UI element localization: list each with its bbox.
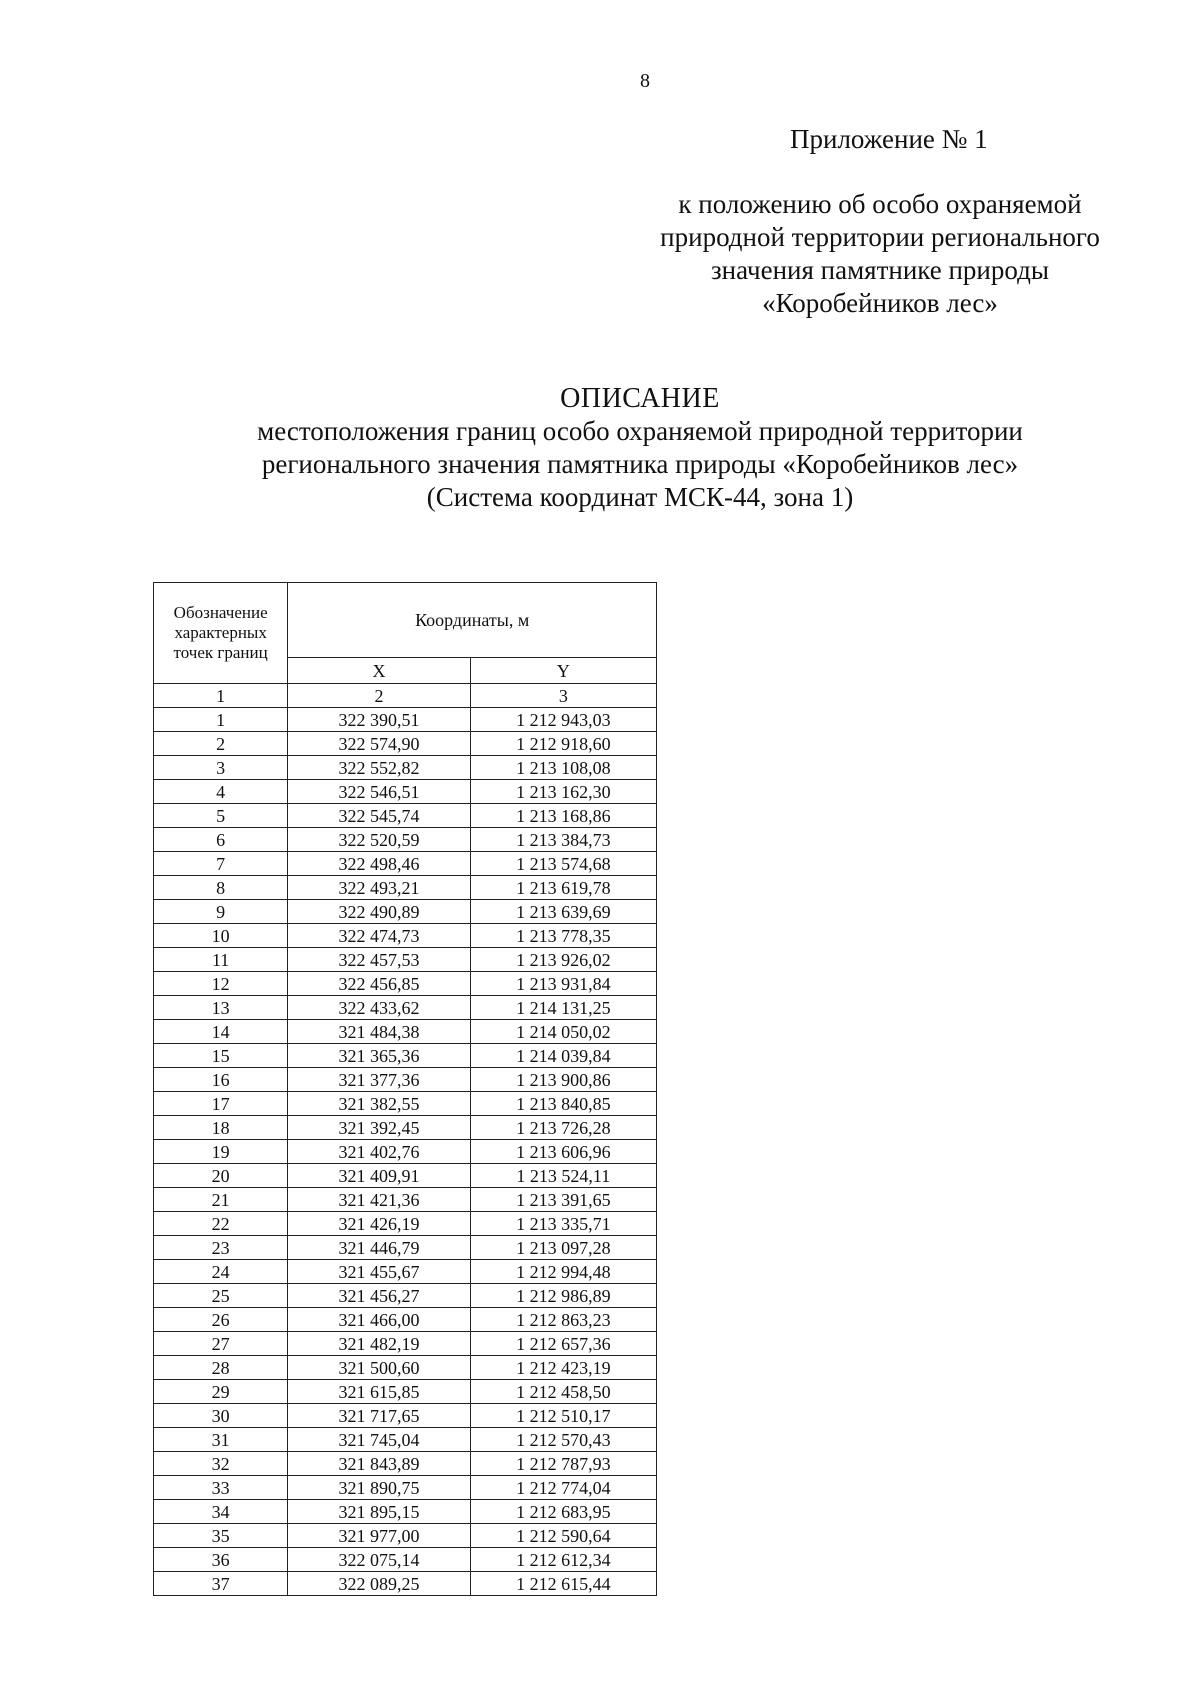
table-row	[154, 972, 657, 996]
coordinate-x: 322 545,74	[288, 804, 470, 828]
coordinate-y: 1 212 994,48	[470, 1260, 656, 1284]
coordinate-y: 1 212 683,95	[470, 1500, 656, 1524]
table-row	[154, 900, 657, 924]
coordinate-y: 1 214 131,25	[470, 996, 656, 1020]
document-heading	[170, 382, 1110, 514]
table-row	[154, 804, 657, 828]
coordinate-y: 1 212 986,89	[470, 1284, 656, 1308]
coordinate-x: 322 574,90	[288, 732, 470, 756]
table-row	[154, 1428, 657, 1452]
coordinate-y: 1 213 168,86	[470, 804, 656, 828]
appendix-subtitle-line: «Коробейников лес»	[762, 288, 998, 318]
coordinate-x: 321 455,67	[288, 1260, 470, 1284]
table-row	[154, 1236, 657, 1260]
coordinate-y: 1 214 050,02	[470, 1020, 656, 1044]
table-row	[154, 732, 657, 756]
table-row	[154, 1380, 657, 1404]
point-number: 20	[154, 1164, 288, 1188]
header-coordinates: Координаты, м	[288, 583, 657, 658]
coordinate-x: 322 456,85	[288, 972, 470, 996]
table-row	[154, 1260, 657, 1284]
table-row	[154, 1044, 657, 1068]
point-number: 31	[154, 1428, 288, 1452]
point-number: 33	[154, 1476, 288, 1500]
document-heading-line: (Система координат МСК-44, зона 1)	[426, 482, 854, 512]
coordinate-y: 1 212 590,64	[470, 1524, 656, 1548]
coordinate-y: 1 213 162,30	[470, 780, 656, 804]
table-row	[154, 756, 657, 780]
point-number: 12	[154, 972, 288, 996]
coordinate-x: 321 977,00	[288, 1524, 470, 1548]
point-number: 13	[154, 996, 288, 1020]
coordinate-y: 1 213 097,28	[470, 1236, 656, 1260]
point-number: 32	[154, 1452, 288, 1476]
appendix-subtitle-line: значения памятнике природы	[711, 255, 1049, 285]
coordinate-x: 321 717,65	[288, 1404, 470, 1428]
table-row	[154, 1164, 657, 1188]
coordinate-y: 1 213 639,69	[470, 900, 656, 924]
table-row	[154, 1140, 657, 1164]
coordinate-x: 321 615,85	[288, 1380, 470, 1404]
point-number: 22	[154, 1212, 288, 1236]
coordinate-x: 322 457,53	[288, 948, 470, 972]
table-row	[154, 708, 657, 732]
coordinate-x: 322 493,21	[288, 876, 470, 900]
point-number: 7	[154, 852, 288, 876]
coordinate-y: 1 213 606,96	[470, 1140, 656, 1164]
coordinate-y: 1 212 570,43	[470, 1428, 656, 1452]
point-number: 10	[154, 924, 288, 948]
table-row	[154, 1188, 657, 1212]
coordinate-x: 322 089,25	[288, 1572, 470, 1596]
coordinate-y: 1 213 931,84	[470, 972, 656, 996]
coordinate-y: 1 212 510,17	[470, 1404, 656, 1428]
coordinate-y: 1 212 918,60	[470, 732, 656, 756]
table-row	[154, 1356, 657, 1380]
coordinate-x: 322 552,82	[288, 756, 470, 780]
coordinate-x: 321 392,45	[288, 1116, 470, 1140]
coordinate-y: 1 213 391,65	[470, 1188, 656, 1212]
coordinate-y: 1 213 384,73	[470, 828, 656, 852]
coordinate-x: 321 745,04	[288, 1428, 470, 1452]
point-number: 11	[154, 948, 288, 972]
appendix-subtitle-line: природной территории регионального	[660, 222, 1100, 252]
coordinate-x: 322 520,59	[288, 828, 470, 852]
point-number: 29	[154, 1380, 288, 1404]
coordinate-x: 321 402,76	[288, 1140, 470, 1164]
table-row	[154, 1308, 657, 1332]
coordinate-x: 321 895,15	[288, 1500, 470, 1524]
column-number-2: 2	[288, 684, 470, 708]
table-row	[154, 1092, 657, 1116]
point-number: 36	[154, 1548, 288, 1572]
coordinate-x: 321 365,36	[288, 1044, 470, 1068]
point-number: 16	[154, 1068, 288, 1092]
point-number: 30	[154, 1404, 288, 1428]
coordinate-y: 1 212 787,93	[470, 1452, 656, 1476]
point-number: 9	[154, 900, 288, 924]
point-number: 34	[154, 1500, 288, 1524]
coordinate-x: 322 390,51	[288, 708, 470, 732]
coordinate-x: 321 421,36	[288, 1188, 470, 1212]
coordinate-x: 321 382,55	[288, 1092, 470, 1116]
point-number: 27	[154, 1332, 288, 1356]
header-point-label: Обозначение характерных точек границ	[154, 583, 288, 684]
coordinate-y: 1 213 108,08	[470, 756, 656, 780]
coordinate-y: 1 214 039,84	[470, 1044, 656, 1068]
table-row	[154, 1476, 657, 1500]
header-y: Y	[470, 658, 656, 684]
point-number: 26	[154, 1308, 288, 1332]
coordinate-x: 322 433,62	[288, 996, 470, 1020]
coordinate-y: 1 212 612,34	[470, 1548, 656, 1572]
point-number: 6	[154, 828, 288, 852]
point-number: 19	[154, 1140, 288, 1164]
coordinate-x: 321 466,00	[288, 1308, 470, 1332]
point-number: 25	[154, 1284, 288, 1308]
point-number: 3	[154, 756, 288, 780]
coordinate-y: 1 213 619,78	[470, 876, 656, 900]
coordinate-y: 1 212 423,19	[470, 1356, 656, 1380]
document-heading-line: местоположения границ особо охраняемой природной территории	[257, 416, 1023, 446]
appendix-subtitle-line: к положению об особо охраняемой	[678, 189, 1082, 219]
point-number: 23	[154, 1236, 288, 1260]
coordinate-x: 321 843,89	[288, 1452, 470, 1476]
point-number: 35	[154, 1524, 288, 1548]
point-number: 28	[154, 1356, 288, 1380]
coordinate-x: 321 377,36	[288, 1068, 470, 1092]
point-number: 5	[154, 804, 288, 828]
coordinate-y: 1 213 926,02	[470, 948, 656, 972]
coordinate-y: 1 212 615,44	[470, 1572, 656, 1596]
appendix-title: Приложение № 1	[790, 124, 988, 154]
point-number: 15	[154, 1044, 288, 1068]
coordinate-x: 322 490,89	[288, 900, 470, 924]
point-number: 24	[154, 1260, 288, 1284]
table-row	[154, 780, 657, 804]
table-row	[154, 828, 657, 852]
table-row	[154, 1332, 657, 1356]
table-row	[154, 1284, 657, 1308]
header-x: X	[288, 658, 470, 684]
coordinate-x: 322 075,14	[288, 1548, 470, 1572]
coordinate-x: 321 426,19	[288, 1212, 470, 1236]
column-number-3: 3	[470, 684, 656, 708]
table-row	[154, 1452, 657, 1476]
table-row	[154, 1116, 657, 1140]
coordinate-y: 1 213 900,86	[470, 1068, 656, 1092]
coordinate-y: 1 213 574,68	[470, 852, 656, 876]
coordinate-x: 322 474,73	[288, 924, 470, 948]
table-row	[154, 1572, 657, 1596]
coordinate-y: 1 213 840,85	[470, 1092, 656, 1116]
point-number: 4	[154, 780, 288, 804]
coordinate-x: 321 482,19	[288, 1332, 470, 1356]
coordinate-x: 321 500,60	[288, 1356, 470, 1380]
coordinate-x: 321 446,79	[288, 1236, 470, 1260]
table-row	[154, 1404, 657, 1428]
coordinate-x: 321 409,91	[288, 1164, 470, 1188]
coordinate-y: 1 212 774,04	[470, 1476, 656, 1500]
coordinate-y: 1 212 943,03	[470, 708, 656, 732]
coordinate-y: 1 212 657,36	[470, 1332, 656, 1356]
point-number: 17	[154, 1092, 288, 1116]
table-row	[154, 924, 657, 948]
coordinate-y: 1 213 335,71	[470, 1212, 656, 1236]
point-number: 8	[154, 876, 288, 900]
table-row	[154, 948, 657, 972]
point-number: 14	[154, 1020, 288, 1044]
point-number: 37	[154, 1572, 288, 1596]
table-row	[154, 876, 657, 900]
point-number: 21	[154, 1188, 288, 1212]
document-heading-line: регионального значения памятника природы «Коробейников лес»	[261, 449, 1019, 479]
table-row	[154, 1212, 657, 1236]
coordinate-x: 321 890,75	[288, 1476, 470, 1500]
point-number: 2	[154, 732, 288, 756]
point-number: 1	[154, 708, 288, 732]
coordinates-table-body	[154, 708, 657, 1596]
table-row	[154, 996, 657, 1020]
point-number: 18	[154, 1116, 288, 1140]
coordinates-table	[153, 582, 657, 1596]
coordinate-x: 321 456,27	[288, 1284, 470, 1308]
table-row	[154, 1548, 657, 1572]
appendix-subtitle	[600, 188, 1160, 320]
coordinate-x: 322 546,51	[288, 780, 470, 804]
column-number-1: 1	[154, 684, 288, 708]
table-row	[154, 852, 657, 876]
table-row	[154, 1068, 657, 1092]
coordinate-y: 1 213 524,11	[470, 1164, 656, 1188]
coordinate-x: 321 484,38	[288, 1020, 470, 1044]
table-row	[154, 1020, 657, 1044]
coordinate-x: 322 498,46	[288, 852, 470, 876]
coordinate-y: 1 212 863,23	[470, 1308, 656, 1332]
table-row	[154, 1524, 657, 1548]
page-number: 8	[640, 70, 650, 92]
table-row	[154, 1500, 657, 1524]
coordinate-y: 1 213 778,35	[470, 924, 656, 948]
coordinate-y: 1 212 458,50	[470, 1380, 656, 1404]
coordinate-y: 1 213 726,28	[470, 1116, 656, 1140]
document-title: ОПИСАНИЕ	[560, 383, 720, 414]
